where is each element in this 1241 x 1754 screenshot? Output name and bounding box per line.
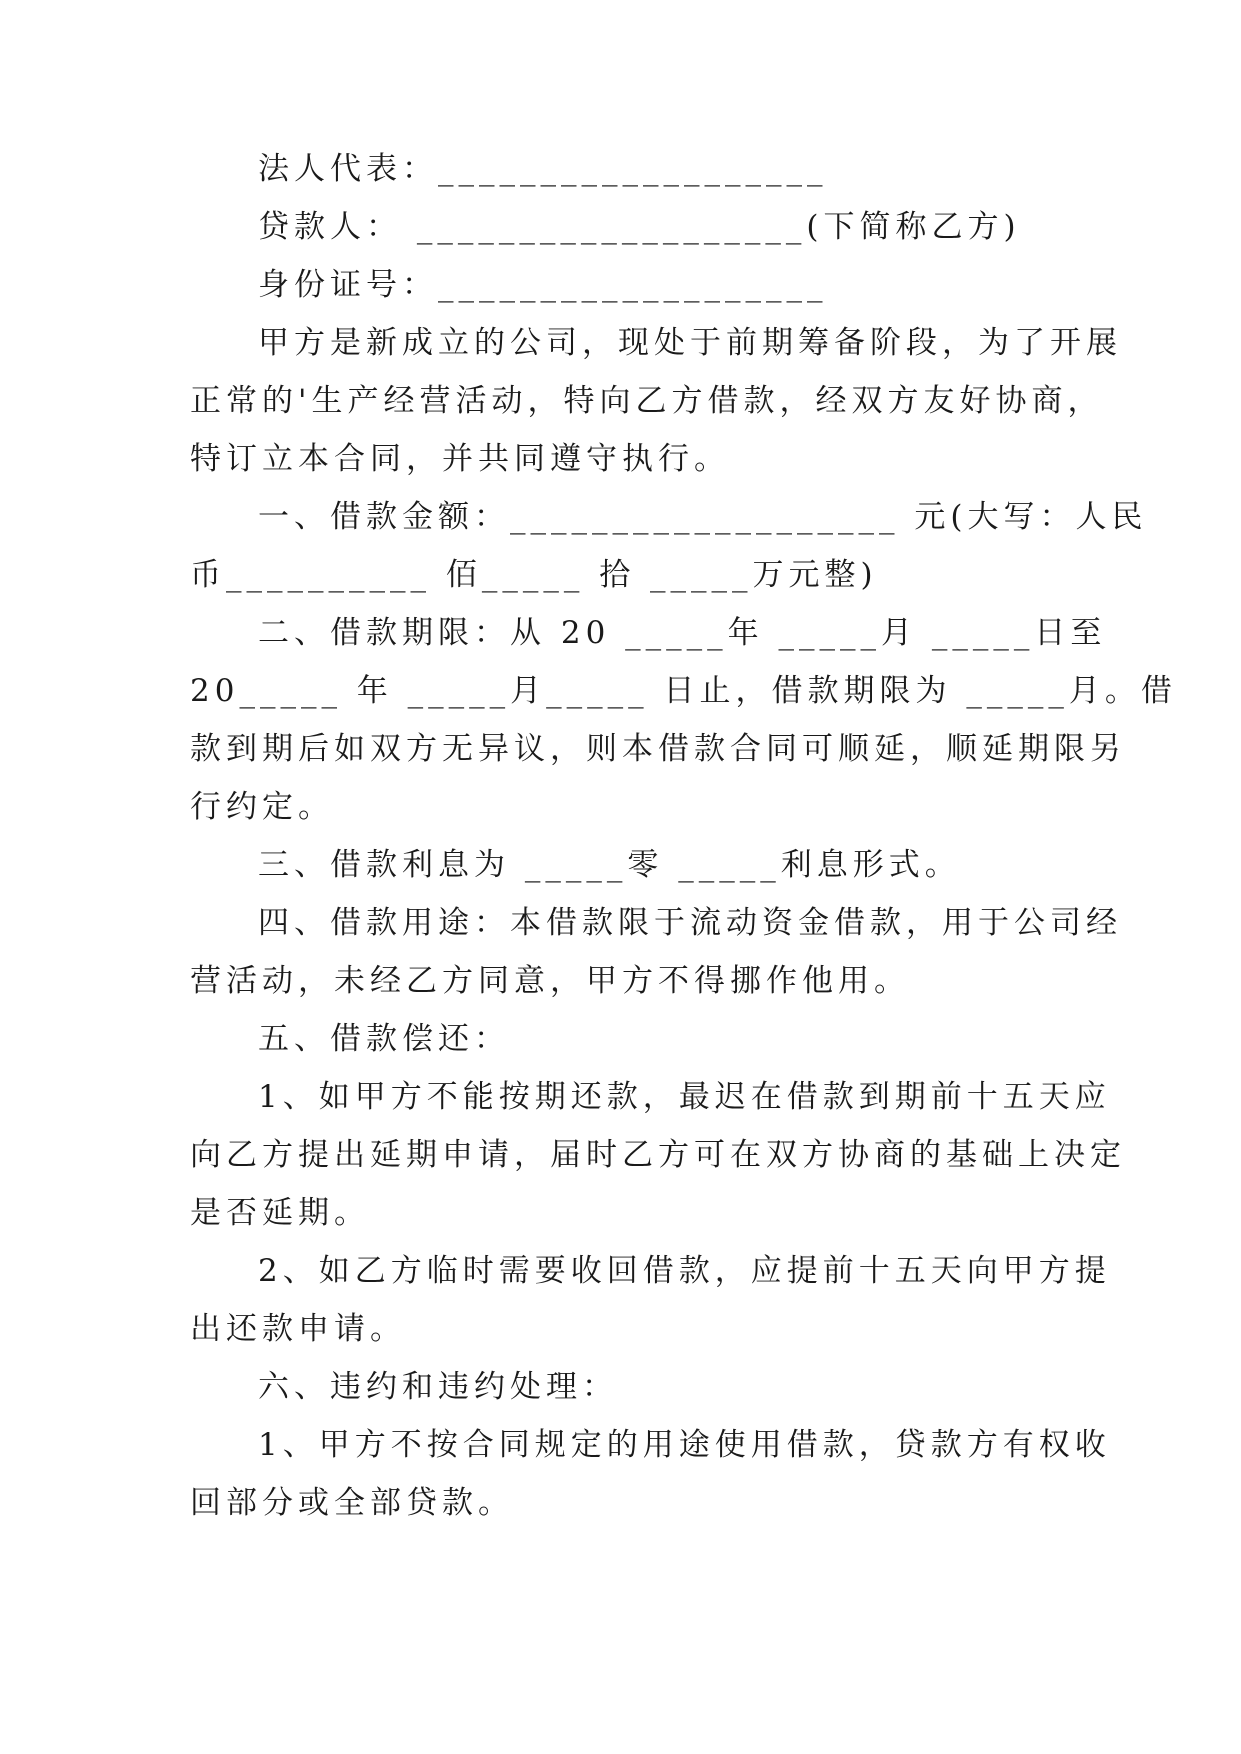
- contract-page: [190, 140, 1177, 1532]
- clause-2-line-4: 行约定。: [190, 789, 334, 825]
- id-number-line: 身份证号：___________________: [258, 267, 828, 303]
- intro-paragraph-line-3: 特订立本合同，并共同遵守执行。: [190, 441, 730, 477]
- intro-paragraph-line-2: 正常的'生产经营活动，特向乙方借款，经双方友好协商，: [190, 383, 1104, 419]
- clause-4-line-1: 四、借款用途：本借款限于流动资金借款，用于公司经: [258, 905, 1122, 941]
- clause-1-line-2: 币__________ 佰_____ 拾 _____万元整): [190, 557, 878, 593]
- intro-paragraph-line-1: 甲方是新成立的公司，现处于前期筹备阶段，为了开展: [258, 325, 1122, 361]
- clause-3-line: 三、借款利息为 _____零 _____利息形式。: [258, 847, 961, 883]
- clause-2-line-2: 20_____ 年 _____月_____ 日止，借款期限为 _____月。借: [190, 673, 1177, 709]
- clause-4-line-2: 营活动，未经乙方同意，甲方不得挪作他用。: [190, 963, 910, 999]
- clause-6-item-1-line-1: 1、甲方不按合同规定的用途使用借款，贷款方有权收: [258, 1427, 1111, 1463]
- clause-5-item-1-line-3: 是否延期。: [190, 1195, 370, 1231]
- clause-5-item-2-line-1: 2、如乙方临时需要收回借款，应提前十五天向甲方提: [258, 1253, 1111, 1289]
- clause-5-heading: 五、借款偿还：: [258, 1021, 510, 1057]
- lender-line: 贷款人： ___________________(下简称乙方): [258, 209, 1021, 245]
- clause-2-line-1: 二、借款期限：从 20 _____年 _____月 _____日至: [258, 615, 1107, 651]
- clause-6-item-1-line-2: 回部分或全部贷款。: [190, 1485, 514, 1521]
- clause-5-item-1-line-1: 1、如甲方不能按期还款，最迟在借款到期前十五天应: [258, 1079, 1111, 1115]
- clause-6-heading: 六、违约和违约处理：: [258, 1369, 618, 1405]
- clause-5-item-1-line-2: 向乙方提出延期申请，届时乙方可在双方协商的基础上决定: [190, 1137, 1126, 1173]
- legal-representative-line: 法人代表：___________________: [258, 151, 828, 187]
- clause-2-line-3: 款到期后如双方无异议，则本借款合同可顺延，顺延期限另: [190, 731, 1126, 767]
- clause-1-line-1: 一、借款金额：___________________ 元(大写：人民: [258, 499, 1148, 535]
- clause-5-item-2-line-2: 出还款申请。: [190, 1311, 406, 1347]
